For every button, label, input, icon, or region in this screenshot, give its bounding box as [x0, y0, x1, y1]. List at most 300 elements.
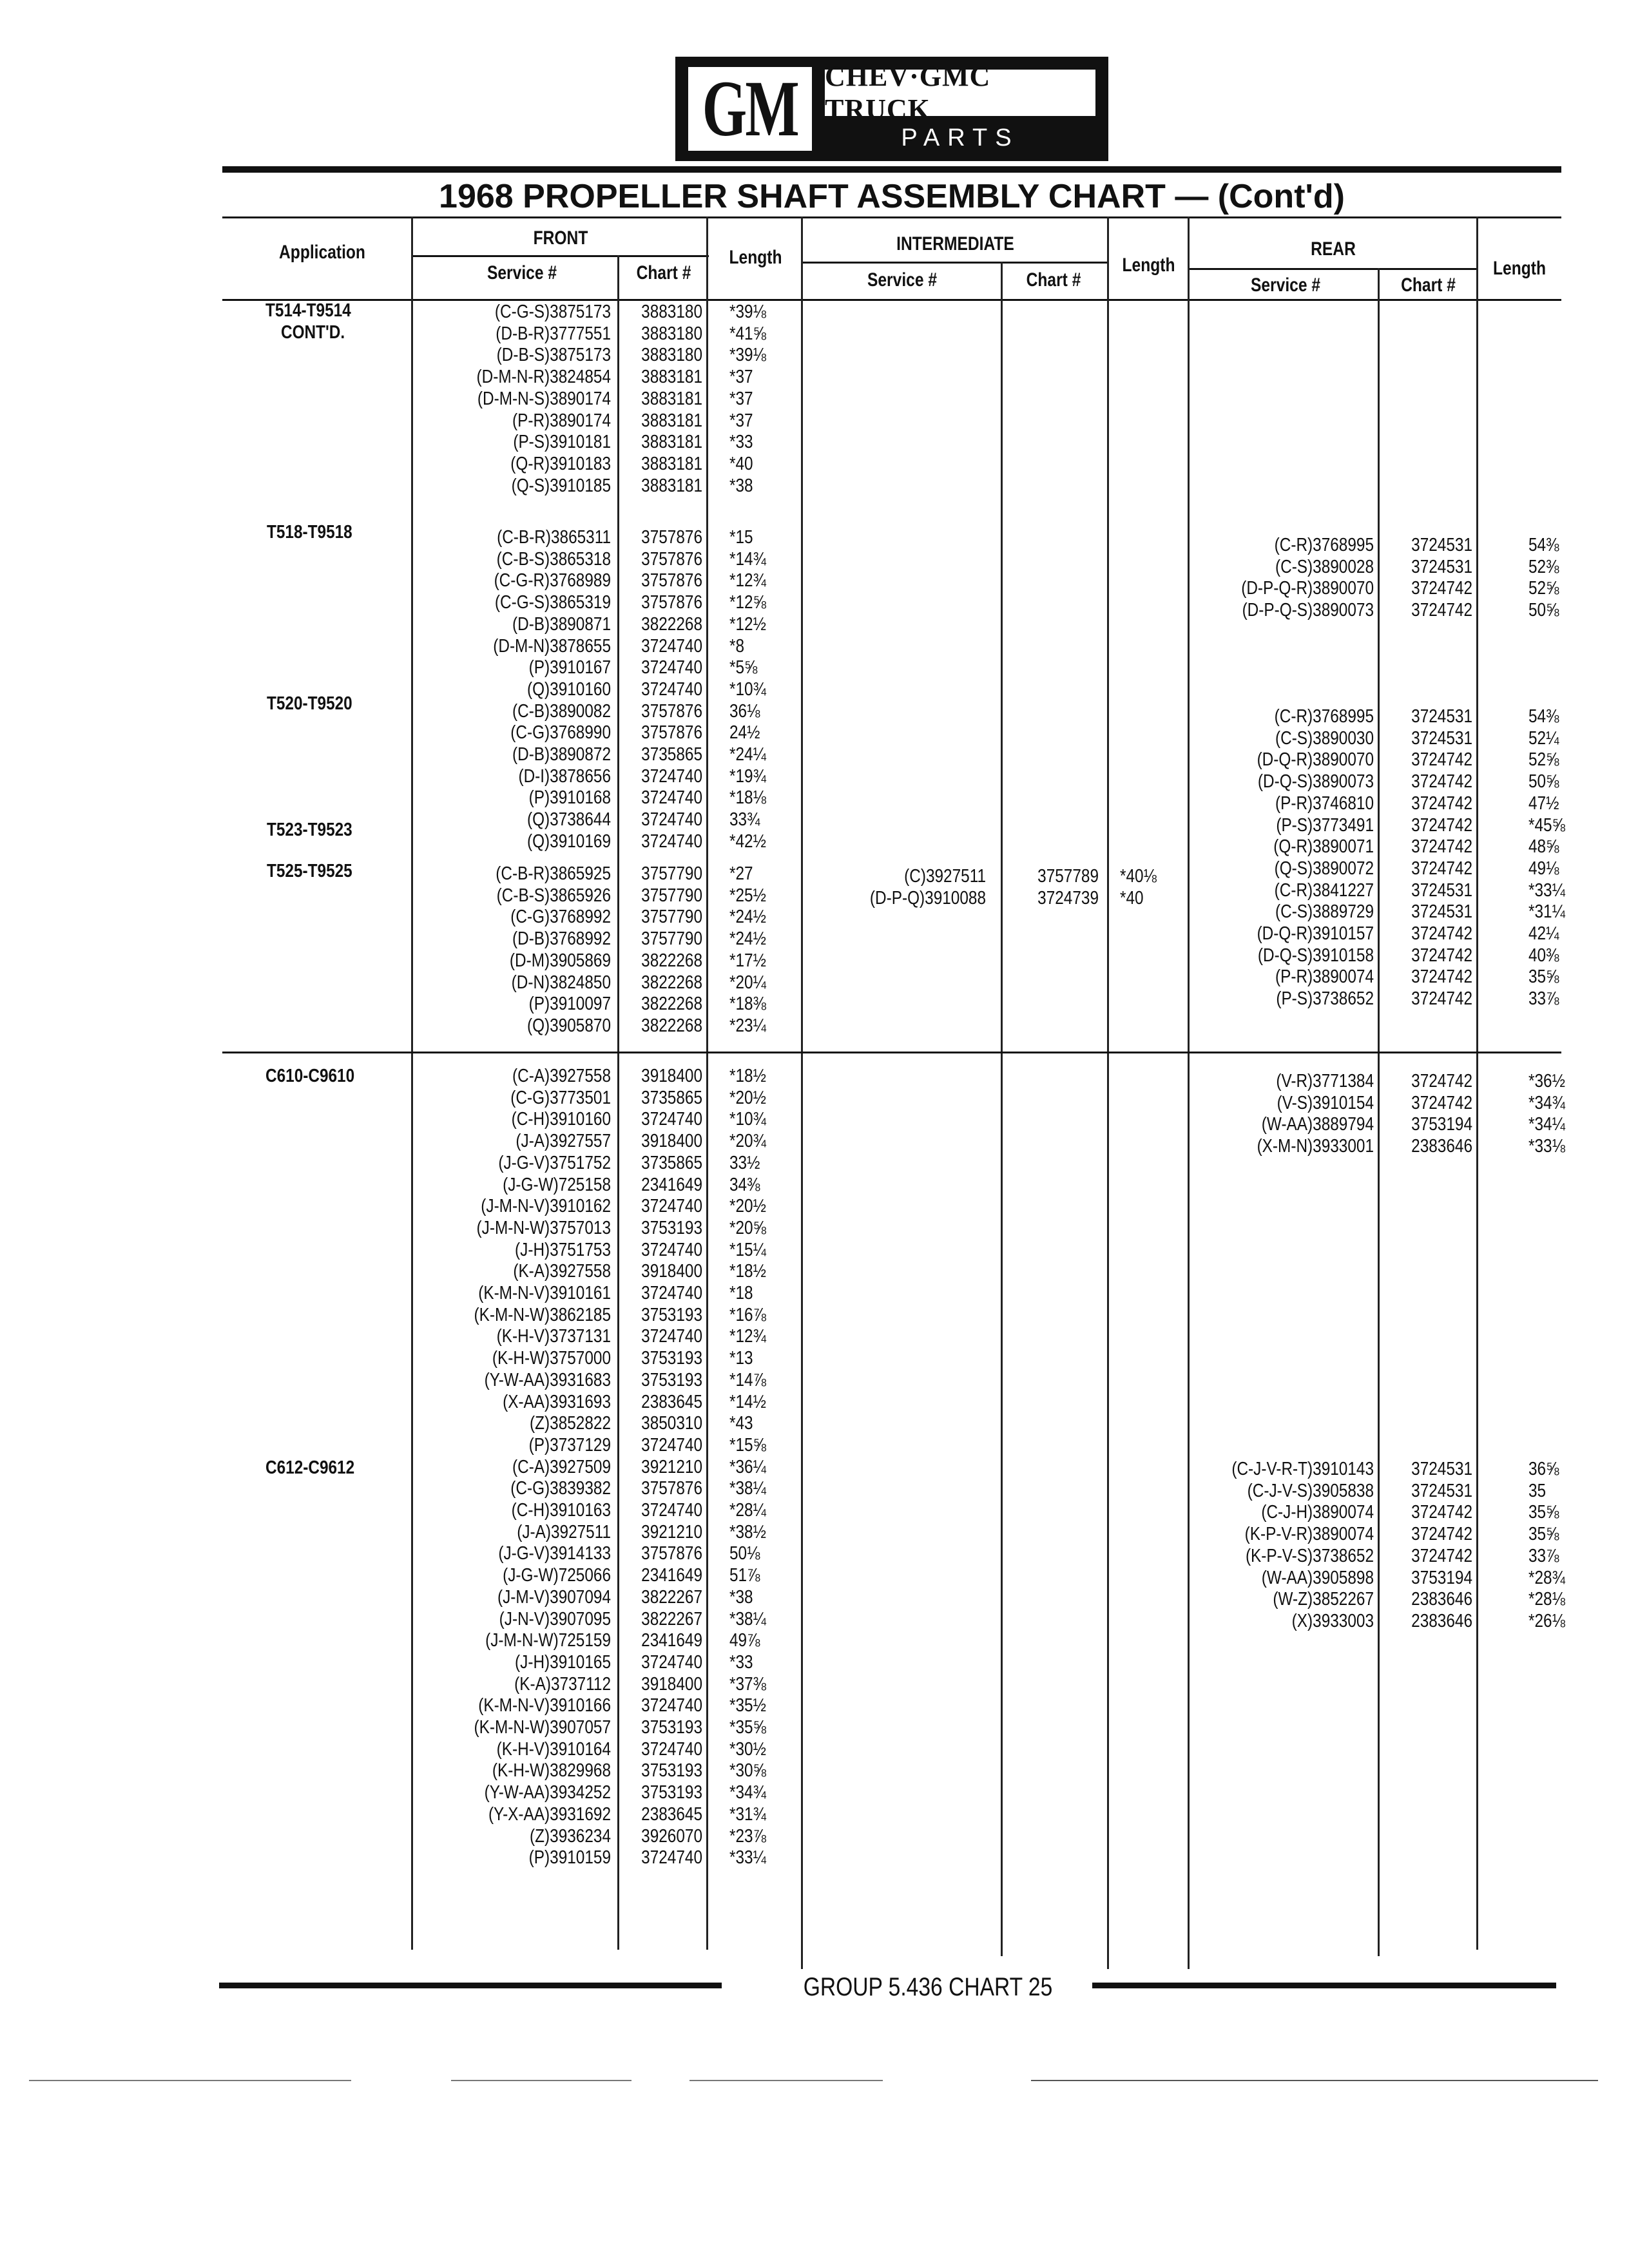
application-header: Application	[279, 242, 365, 263]
length-value: *12⅝	[729, 592, 766, 613]
service-number: (J-G-W)725158	[503, 1175, 611, 1195]
service-number: (J-M-N-W)3757013	[476, 1218, 611, 1238]
footer-label: GROUP 5.436 CHART 25	[803, 1973, 1053, 2001]
service-number: (P)3910159	[528, 1847, 611, 1868]
length-value: 33⅞	[1528, 1546, 1559, 1566]
service-number: (K-M-N-V)3910166	[478, 1695, 611, 1716]
service-number: (P)3737129	[528, 1435, 611, 1456]
service-number: (X-AA)3931693	[503, 1392, 611, 1412]
chart-number: 3724742	[1411, 1546, 1472, 1566]
service-number: (C)3927511	[904, 866, 986, 887]
col-line-inter	[801, 216, 803, 1969]
chart-number: 3735865	[641, 1088, 702, 1108]
service-number: (P)3910168	[528, 787, 611, 808]
chart-number: 3724531	[1411, 901, 1472, 922]
inter-subheader-rule	[802, 262, 1108, 264]
chart-number: 3757790	[641, 907, 702, 927]
length-value: *17½	[729, 950, 766, 971]
chart-number: 3883181	[641, 410, 702, 431]
length-value: *33¼	[1528, 880, 1565, 901]
length-value: *34¾	[1528, 1093, 1565, 1113]
service-number: (Q)3910160	[526, 679, 611, 700]
service-number: (C-J-H)3890074	[1261, 1502, 1374, 1523]
service-number: (D-B)3890872	[512, 744, 611, 765]
length-value: *31¼	[1528, 901, 1565, 922]
length-value: *30½	[729, 1739, 766, 1760]
chart-number: 3724531	[1411, 535, 1472, 555]
length-value: *20½	[729, 1196, 766, 1216]
chart-number: 3724531	[1411, 1481, 1472, 1501]
length-value: *25½	[729, 885, 766, 906]
length-value: 42¼	[1528, 923, 1559, 944]
length-value: *36¼	[729, 1457, 766, 1477]
service-number: (P)3910167	[528, 657, 611, 678]
chart-number: 3753193	[641, 1370, 702, 1390]
chart-number: 3724740	[641, 1695, 702, 1716]
service-number: (K-H-W)3829968	[492, 1760, 611, 1781]
chart-number: 3921210	[641, 1522, 702, 1542]
service-number: (C-J-V-S)3905838	[1247, 1481, 1374, 1501]
service-number: (C-B-S)3865318	[496, 549, 611, 570]
section-separator-rule	[222, 1052, 1561, 1053]
service-number: (W-AA)3889794	[1261, 1114, 1374, 1135]
col-line-rear-chart	[1378, 268, 1380, 1956]
service-number: (D-B-R)3777551	[496, 323, 611, 344]
service-number: (C-G)3768992	[510, 907, 611, 927]
service-number: (D-Q-S)3910158	[1257, 945, 1374, 966]
service-number: (D-I)3878656	[518, 766, 611, 787]
col-line-app	[411, 216, 413, 1950]
brand-name: CHEV·GMC TRUCK	[825, 61, 991, 125]
chart-number: 3724742	[1411, 578, 1472, 599]
service-number: (K-H-V)3910164	[496, 1739, 611, 1760]
chart-number: 3724742	[1411, 1524, 1472, 1544]
scan-line-1	[29, 2080, 351, 2081]
scan-line-3	[689, 2080, 883, 2081]
service-number: (D-Q-R)3910157	[1257, 923, 1374, 944]
length-value: *45⅝	[1528, 815, 1565, 836]
service-number: (C-R)3768995	[1274, 706, 1374, 727]
service-number: (J-G-V)3914133	[498, 1543, 611, 1564]
service-number: (J-A)3927557	[516, 1131, 611, 1151]
service-number: (C-R)3841227	[1274, 880, 1374, 901]
chart-number: 3724740	[641, 1500, 702, 1521]
service-number: (J-A)3927511	[517, 1522, 611, 1542]
front-chart-header: Chart #	[636, 262, 691, 284]
chart-number: 3753193	[641, 1782, 702, 1803]
chart-number: 3757876	[641, 1543, 702, 1564]
service-number: (C-G)3773501	[510, 1088, 611, 1108]
chart-number: 3822268	[641, 972, 702, 993]
length-value: *15¼	[729, 1240, 766, 1260]
service-number: (C-G)3768990	[510, 722, 611, 743]
chart-number: 3757876	[641, 722, 702, 743]
col-line-front-chart	[617, 255, 619, 1950]
length-value: *12¾	[729, 1326, 766, 1347]
length-value: *38	[729, 1587, 753, 1608]
service-number: (D-M)3905869	[509, 950, 611, 971]
length-value: 52⅜	[1528, 557, 1559, 577]
chart-number: 3926070	[641, 1826, 702, 1847]
chart-number: 3724740	[641, 679, 702, 700]
length-value: *28⅛	[1528, 1589, 1565, 1610]
length-value: 50⅛	[729, 1543, 760, 1564]
service-number: (X-M-N)3933001	[1257, 1136, 1374, 1157]
chart-number: 3757876	[641, 527, 702, 548]
service-number: (C-B-R)3865925	[496, 863, 611, 884]
chart-number: 3822267	[641, 1609, 702, 1629]
length-value: *16⅞	[729, 1305, 766, 1325]
front-length-header: Length	[729, 247, 782, 268]
service-number: (C-G-S)3865319	[494, 592, 611, 613]
service-number: (C-B-S)3865926	[496, 885, 611, 906]
chart-number: 2383645	[641, 1392, 702, 1412]
chart-number: 3724742	[1411, 923, 1472, 944]
chart-number: 3735865	[641, 744, 702, 765]
length-value: *30⅝	[729, 1760, 766, 1781]
service-number: (V-S)3910154	[1277, 1093, 1374, 1113]
length-value: *42½	[729, 831, 766, 852]
length-value: *15	[729, 527, 753, 548]
rear-header: REAR	[1311, 238, 1356, 260]
chart-number: 3724742	[1411, 836, 1472, 857]
length-value: *40	[1120, 888, 1144, 908]
rear-chart-header: Chart #	[1401, 274, 1456, 296]
service-number: (V-R)3771384	[1276, 1071, 1374, 1091]
length-value: 49⅞	[729, 1630, 760, 1651]
chart-number: 3724740	[641, 1326, 702, 1347]
length-value: *14¾	[729, 549, 766, 570]
service-number: (D-B)3890871	[512, 614, 611, 635]
chart-number: 3724742	[1411, 1502, 1472, 1523]
length-value: *40	[729, 454, 753, 474]
length-value: *33¼	[729, 1847, 766, 1868]
chart-number: 3883181	[641, 454, 702, 474]
chart-number: 2383645	[641, 1804, 702, 1825]
service-number: (K-M-N-W)3862185	[474, 1305, 611, 1325]
length-value: *24¼	[729, 744, 766, 765]
chart-number: 3822268	[641, 614, 702, 635]
length-value: *20¼	[729, 972, 766, 993]
chart-number: 3883181	[641, 367, 702, 387]
length-value: *24½	[729, 907, 766, 927]
service-number: (Q)3738644	[526, 809, 611, 830]
service-number: (K-A)3927558	[513, 1261, 611, 1282]
col-line-front-length	[706, 216, 708, 1950]
length-value: *20½	[729, 1088, 766, 1108]
rear-service-header: Service #	[1250, 274, 1321, 296]
length-value: *33	[729, 432, 753, 452]
app-label-t514: T514-T9514	[265, 300, 351, 321]
service-number: (J-H)3751753	[515, 1240, 611, 1260]
length-value: 50⅝	[1528, 771, 1559, 792]
app-label-t523: T523-T9523	[267, 820, 352, 840]
chart-number: 2341649	[641, 1565, 702, 1586]
length-value: *18½	[729, 1261, 766, 1282]
chart-number: 3921210	[641, 1457, 702, 1477]
chart-number: 3724740	[641, 1283, 702, 1303]
chart-number: 3918400	[641, 1674, 702, 1695]
service-number: (J-M-V)3907094	[497, 1587, 611, 1608]
header-rule	[222, 166, 1561, 173]
length-value: 36⅛	[729, 701, 760, 722]
service-number: (J-M-N-V)3910162	[481, 1196, 611, 1216]
service-number: (Q)3910169	[526, 831, 611, 852]
chart-number: 3757790	[641, 885, 702, 906]
length-value: 51⅞	[729, 1565, 760, 1586]
service-number: (C-G)3839382	[510, 1478, 611, 1499]
service-number: (Y-W-AA)3934252	[484, 1782, 611, 1803]
length-value: 35⅝	[1528, 1502, 1559, 1523]
chart-number: 3724740	[641, 809, 702, 830]
length-value: *18	[729, 1283, 753, 1303]
service-number: (D-P-Q-R)3890070	[1241, 578, 1374, 599]
length-value: *18½	[729, 1066, 766, 1086]
chart-number: 2383646	[1411, 1589, 1472, 1610]
length-value: 34⅜	[729, 1175, 760, 1195]
col-line-rear	[1188, 216, 1190, 1969]
inter-length-header: Length	[1122, 255, 1175, 276]
service-number: (Q)3905870	[526, 1015, 611, 1036]
length-value: *35⅝	[729, 1717, 766, 1738]
chart-number: 3753194	[1411, 1568, 1472, 1588]
length-value: *13	[729, 1348, 753, 1369]
chart-number: 3757876	[641, 549, 702, 570]
front-service-header: Service #	[487, 262, 557, 284]
chart-number: 3724742	[1411, 815, 1472, 836]
service-number: (X)3933003	[1291, 1611, 1374, 1631]
length-value: 48⅝	[1528, 836, 1559, 857]
chart-number: 3724740	[641, 1847, 702, 1868]
service-number: (K-P-V-S)3738652	[1245, 1546, 1374, 1566]
service-number: (K-M-N-V)3910161	[478, 1283, 611, 1303]
chart-number: 2341649	[641, 1630, 702, 1651]
length-value: *26⅛	[1528, 1611, 1565, 1631]
length-value: *10¾	[729, 1109, 766, 1129]
service-number: (K-H-V)3737131	[496, 1326, 611, 1347]
length-value: *18⅛	[729, 787, 766, 808]
chart-number: 3724531	[1411, 1459, 1472, 1479]
front-header: FRONT	[533, 227, 588, 249]
chart-number: 3822267	[641, 1587, 702, 1608]
service-number: (C-G-S)3875173	[494, 302, 611, 322]
chart-number: 3753193	[641, 1305, 702, 1325]
chart-number: 3724740	[641, 1109, 702, 1129]
service-number: (D-M-N-S)3890174	[477, 389, 611, 409]
length-value: *12½	[729, 614, 766, 635]
chart-number: 3724742	[1411, 600, 1472, 620]
length-value: *38¼	[729, 1478, 766, 1499]
chart-number: 3724742	[1411, 945, 1472, 966]
length-value: 40⅜	[1528, 945, 1559, 966]
chart-number: 3724740	[641, 1240, 702, 1260]
length-value: *20⅝	[729, 1218, 766, 1238]
length-value: *37	[729, 389, 753, 409]
chart-number: 3757876	[641, 592, 702, 613]
length-value: *36½	[1528, 1071, 1565, 1091]
service-number: (W-AA)3905898	[1261, 1568, 1374, 1588]
chart-number: 3724740	[641, 766, 702, 787]
chart-number: 3735865	[641, 1153, 702, 1173]
length-value: 47½	[1528, 793, 1559, 814]
chart-number: 3757876	[641, 1478, 702, 1499]
service-number: (J-M-N-W)725159	[485, 1630, 611, 1651]
chart-number: 3724740	[641, 1435, 702, 1456]
service-number: (C-R)3768995	[1274, 535, 1374, 555]
service-number: (C-S)3890028	[1275, 557, 1374, 577]
app-label-c610: C610-C9610	[265, 1066, 355, 1086]
col-line-inter-chart	[1001, 262, 1003, 1956]
service-number: (C-J-V-R-T)3910143	[1231, 1459, 1374, 1479]
length-value: *37⅜	[729, 1674, 766, 1695]
chart-number: 3850310	[641, 1413, 702, 1434]
service-number: (D-B)3768992	[512, 928, 611, 949]
chart-number: 3883180	[641, 323, 702, 344]
chart-number: 3883181	[641, 476, 702, 496]
table-top-rule	[222, 216, 1561, 218]
service-number: (K-H-W)3757000	[492, 1348, 611, 1369]
service-number: (J-G-W)725066	[503, 1565, 611, 1586]
chart-number: 3724740	[641, 831, 702, 852]
length-value: *41⅝	[729, 323, 766, 344]
chart-number: 3724742	[1411, 771, 1472, 792]
footer-rule-right	[1092, 1983, 1556, 1988]
service-number: (Q-R)3890071	[1273, 836, 1374, 857]
chart-number: 3753194	[1411, 1114, 1472, 1135]
length-value: 35	[1528, 1481, 1547, 1501]
service-number: (K-P-V-R)3890074	[1244, 1524, 1374, 1544]
length-value: *38	[729, 476, 753, 496]
scan-line-4	[1031, 2080, 1598, 2081]
chart-number: 3757876	[641, 570, 702, 591]
length-value: *39⅛	[729, 345, 766, 365]
service-number: (P-R)3890174	[512, 410, 611, 431]
service-number: (K-M-N-W)3907057	[474, 1717, 611, 1738]
chart-number: 3822268	[641, 994, 702, 1014]
length-value: 54⅜	[1528, 535, 1559, 555]
length-value: 52¼	[1528, 728, 1559, 749]
chart-number: 3883180	[641, 302, 702, 322]
chart-number: 3724531	[1411, 728, 1472, 749]
rear-length-header: Length	[1493, 258, 1546, 279]
service-number: (J-G-V)3751752	[498, 1153, 611, 1173]
length-value: 36⅝	[1528, 1459, 1559, 1479]
service-number: (D-M-N-R)3824854	[476, 367, 611, 387]
app-label-t514-contd: CONT'D.	[281, 322, 345, 343]
length-value: *33	[729, 1652, 753, 1673]
service-number: (Q-R)3910183	[510, 454, 611, 474]
chart-number: 3757790	[641, 928, 702, 949]
length-value: *35½	[729, 1695, 766, 1716]
service-number: (D-P-Q)3910088	[869, 888, 986, 908]
chart-number: 3724531	[1411, 706, 1472, 727]
service-number: (P)3910097	[528, 994, 611, 1014]
chart-number: 3883181	[641, 432, 702, 452]
service-number: (D-Q-S)3890073	[1257, 771, 1374, 792]
service-number: (C-G-R)3768989	[494, 570, 611, 591]
length-value: *19¾	[729, 766, 766, 787]
service-number: (Z)3936234	[530, 1826, 611, 1847]
chart-number: 3757789	[1037, 866, 1099, 887]
chart-number: 3724740	[641, 636, 702, 657]
length-value: *31¾	[729, 1804, 766, 1825]
inter-service-header: Service #	[867, 269, 938, 291]
length-value: 52⅝	[1528, 578, 1559, 599]
gm-logo-box	[686, 64, 815, 153]
chart-number: 3724740	[641, 1196, 702, 1216]
length-value: 52⅝	[1528, 749, 1559, 770]
chart-number: 2341649	[641, 1175, 702, 1195]
chart-number: 3918400	[641, 1066, 702, 1086]
length-value: *38½	[729, 1522, 766, 1542]
chart-number: 3753193	[641, 1760, 702, 1781]
service-number: (J-H)3910165	[515, 1652, 611, 1673]
length-value: *20¾	[729, 1131, 766, 1151]
chart-number: 3724742	[1411, 793, 1472, 814]
chart-number: 2383646	[1411, 1611, 1472, 1631]
length-value: *23⅞	[729, 1826, 766, 1847]
length-value: 33½	[729, 1153, 760, 1173]
chart-number: 3822268	[641, 950, 702, 971]
service-number: (P-S)3773491	[1276, 815, 1374, 836]
service-number: (C-S)3890030	[1275, 728, 1374, 749]
length-value: *24½	[729, 928, 766, 949]
intermediate-header: INTERMEDIATE	[896, 233, 1014, 255]
chart-number: 3757790	[641, 863, 702, 884]
app-label-c612: C612-C9612	[265, 1457, 355, 1478]
length-value: 49⅛	[1528, 858, 1559, 879]
length-value: *34¼	[1528, 1114, 1565, 1135]
chart-number: 3724742	[1411, 858, 1472, 879]
service-number: (C-A)3927558	[512, 1066, 611, 1086]
service-number: (C-H)3910160	[511, 1109, 611, 1129]
table-header-bottom-rule	[222, 299, 1561, 301]
chart-number: 3918400	[641, 1131, 702, 1151]
length-value: 35⅝	[1528, 966, 1559, 987]
length-value: *28¼	[729, 1500, 766, 1521]
service-number: (P-R)3746810	[1275, 793, 1374, 814]
service-number: (Y-X-AA)3931692	[488, 1804, 611, 1825]
chart-number: 3724740	[641, 787, 702, 808]
length-value: *33⅛	[1528, 1136, 1565, 1157]
chart-number: 3753193	[641, 1348, 702, 1369]
length-value: *15⅝	[729, 1435, 766, 1456]
length-value: *8	[729, 636, 745, 657]
chart-number: 3883181	[641, 389, 702, 409]
length-value: 54⅜	[1528, 706, 1559, 727]
service-number: (Q-S)3910185	[511, 476, 611, 496]
length-value: 35⅝	[1528, 1524, 1559, 1544]
length-value: *14⅞	[729, 1370, 766, 1390]
rear-subheader-rule	[1189, 268, 1478, 270]
length-value: *43	[729, 1413, 753, 1434]
service-number: (Q-S)3890072	[1274, 858, 1374, 879]
service-number: (W-Z)3852267	[1273, 1589, 1374, 1610]
chart-number: 3753193	[641, 1717, 702, 1738]
chart-number: 3883180	[641, 345, 702, 365]
chart-number: 3724740	[641, 1652, 702, 1673]
service-number: (P-S)3738652	[1276, 988, 1374, 1009]
service-number: (Z)3852822	[530, 1413, 611, 1434]
service-number: (Y-W-AA)3931683	[484, 1370, 611, 1390]
col-line-inter-length	[1107, 216, 1109, 1969]
service-number: (P-S)3910181	[513, 432, 611, 452]
chart-number: 3724742	[1411, 1071, 1472, 1091]
service-number: (C-A)3927509	[512, 1457, 611, 1477]
length-value: *37	[729, 410, 753, 431]
service-number: (C-S)3889729	[1275, 901, 1374, 922]
gm-logo-block	[675, 57, 1108, 161]
